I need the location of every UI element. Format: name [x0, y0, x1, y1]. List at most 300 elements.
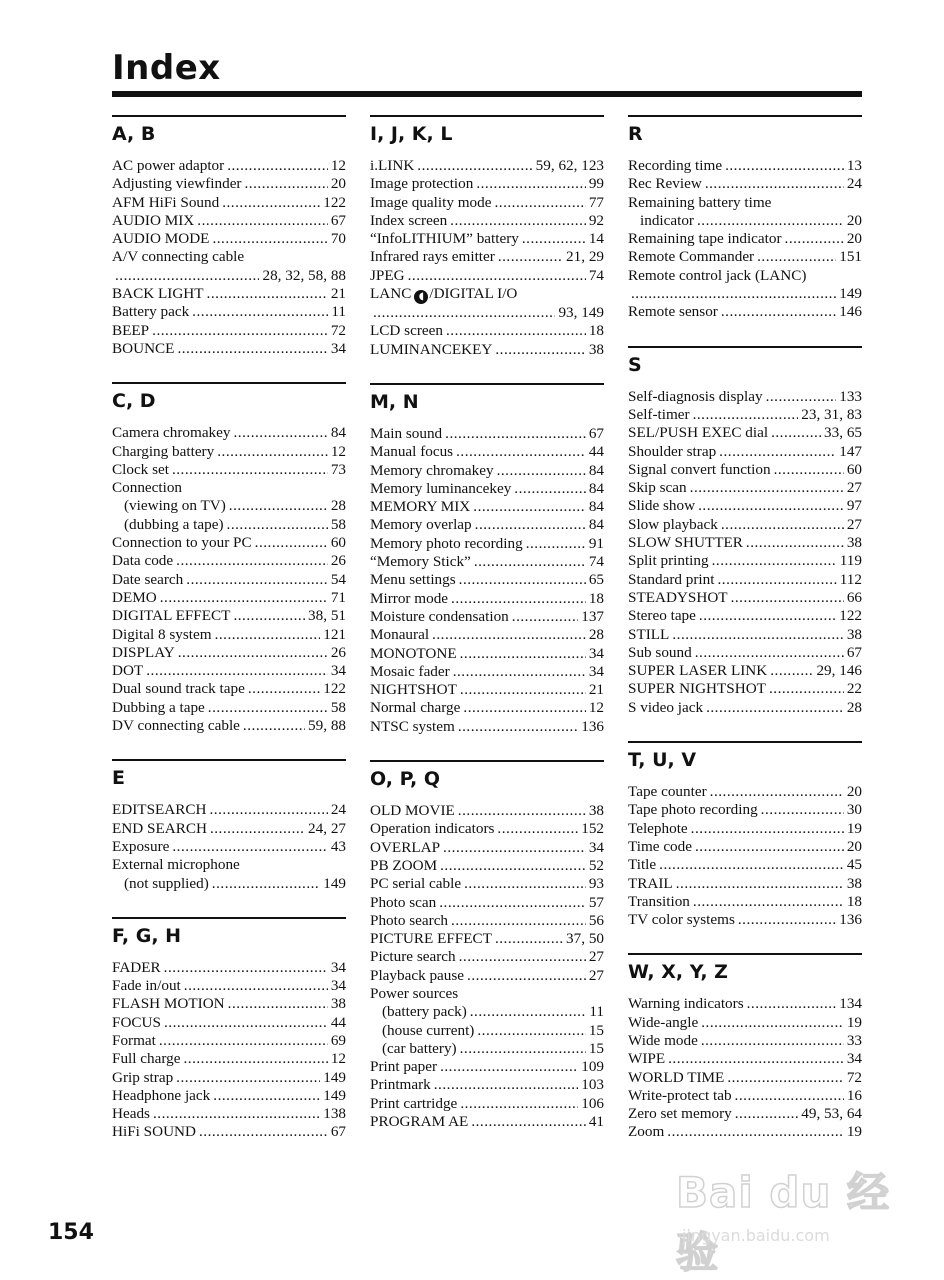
leader-dots [153, 1105, 320, 1123]
index-entry [370, 230, 604, 248]
index-section [628, 741, 862, 929]
leader-dots [721, 516, 844, 534]
entry-pages: 72 [330, 321, 346, 339]
entry-pages: 34 [330, 662, 346, 680]
leader-dots [699, 607, 836, 625]
index-entry [370, 912, 604, 930]
leader-dots [467, 967, 586, 985]
entry-pages: 122 [839, 607, 862, 625]
entry-term: Charging battery [112, 442, 215, 460]
entry-pages: 44 [588, 443, 604, 461]
leader-dots [184, 977, 328, 995]
index-entry [370, 930, 604, 948]
index-subentry [112, 516, 346, 534]
leader-dots [199, 1123, 328, 1141]
index-entry [370, 820, 604, 838]
entry-term: FADER [112, 958, 161, 976]
entry-pages: 84 [330, 424, 346, 442]
index-entry [628, 1050, 862, 1068]
entry-term: Menu settings [370, 571, 456, 589]
index-entry [112, 479, 346, 497]
entry-pages: 44 [330, 1013, 346, 1031]
leader-dots [460, 1095, 578, 1113]
entry-pages: 103 [581, 1076, 604, 1094]
entry-pages: 27 [846, 515, 862, 533]
entry-pages: 27 [588, 966, 604, 984]
section-heading: S [628, 353, 642, 376]
entry-pages: 12 [330, 157, 346, 174]
entry-pages: 28 [588, 626, 604, 644]
index-entry [628, 424, 862, 442]
entry-term: Format [112, 1031, 156, 1049]
leader-dots [476, 175, 585, 193]
leader-dots [526, 535, 586, 553]
index-entry [112, 212, 346, 230]
leader-dots [761, 801, 844, 819]
leader-dots [721, 303, 836, 321]
entry-pages: 20 [846, 783, 862, 801]
entry-term: Remote sensor [628, 303, 718, 321]
leader-dots [445, 425, 586, 443]
index-entry [112, 838, 346, 856]
entry-pages: 34 [846, 1050, 862, 1068]
index-entry [370, 480, 604, 498]
entry-term: Printmark [370, 1076, 431, 1094]
index-entry [370, 875, 604, 893]
entry-term: TRAIL [628, 874, 673, 892]
section-rule [628, 346, 862, 348]
section-heading: W, X, Y, Z [628, 961, 728, 984]
leader-dots [434, 1076, 578, 1094]
index-entry [370, 462, 604, 480]
entry-pages: 59, 88 [308, 717, 346, 735]
entry-term: Remaining battery time [628, 193, 772, 211]
entry-term: Zoom [628, 1123, 665, 1141]
entry-term: S video jack [628, 698, 704, 716]
leader-dots [697, 212, 844, 230]
entry-term: Playback pause [370, 966, 465, 984]
index-entry [370, 839, 604, 857]
leader-dots [473, 498, 586, 516]
index-entry [112, 340, 346, 358]
entry-pages: 149 [323, 874, 346, 892]
entry-term: BOUNCE [112, 339, 175, 357]
index-entry [370, 1095, 604, 1113]
leader-dots [245, 175, 328, 193]
entry-term: STILL [628, 625, 670, 643]
entry-term: FOCUS [112, 1013, 161, 1031]
leader-dots [228, 995, 328, 1013]
entry-term: Slow playback [628, 515, 718, 533]
index-column-3 [628, 115, 862, 1166]
entry-pages: 66 [846, 588, 862, 606]
entry-term: Skip scan [628, 479, 687, 497]
entry-pages: 29, 146 [816, 662, 862, 680]
leader-dots [460, 681, 586, 699]
index-entry [628, 856, 862, 874]
index-entry [112, 662, 346, 680]
section-rule [628, 741, 862, 743]
index-entry [370, 663, 604, 681]
entry-term: Telephote [628, 819, 688, 837]
section-heading: R [628, 123, 643, 145]
entry-term: Date search [112, 570, 184, 588]
index-entry [112, 959, 346, 977]
watermark-url: jingyan.baidu.com [682, 1226, 830, 1245]
entry-term: DOT [112, 662, 144, 680]
entry-pages: 122 [323, 680, 346, 698]
entry-term: END SEARCH [112, 819, 207, 837]
leader-dots [164, 1014, 328, 1032]
entry-term: PC serial cable [370, 875, 462, 893]
entry-term: MEMORY MIX [370, 498, 471, 516]
leader-dots [690, 479, 844, 497]
entry-term: Sub sound [628, 643, 692, 661]
leader-dots [747, 995, 837, 1013]
entry-term: OLD MOVIE [370, 802, 455, 820]
entry-term-suffix: /DIGITAL I/O [429, 285, 518, 303]
entry-term-text: LANC [370, 285, 412, 303]
entry-term: Wide mode [628, 1031, 698, 1049]
entry-pages: 41 [588, 1113, 604, 1131]
index-entry [112, 607, 346, 625]
index-entry [112, 644, 346, 662]
index-entry [112, 1069, 346, 1087]
entry-term: Connection [112, 479, 183, 497]
entry-term: Wide-angle [628, 1013, 699, 1031]
leader-dots [408, 267, 586, 285]
section-rule [628, 953, 862, 955]
index-entry [112, 175, 346, 193]
entry-term: Exposure [112, 837, 170, 855]
leader-dots [152, 322, 328, 340]
entry-pages: 45 [846, 856, 862, 874]
index-entry [628, 157, 862, 175]
index-entry [628, 303, 862, 321]
leader-dots [705, 175, 844, 193]
entry-pages: 22 [846, 680, 862, 698]
leader-dots [443, 839, 586, 857]
entry-pages: 34 [588, 838, 604, 856]
leader-dots [727, 1069, 843, 1087]
index-entry [370, 175, 604, 193]
entry-pages: 20 [330, 175, 346, 193]
index-entry [112, 285, 346, 303]
leader-dots [695, 838, 844, 856]
leader-dots [514, 480, 586, 498]
entry-term: i.LINK [370, 157, 415, 174]
entry-pages: 67 [846, 643, 862, 661]
leader-dots [731, 589, 844, 607]
section-rule [112, 917, 346, 919]
index-entry [112, 443, 346, 461]
leader-dots [460, 1040, 586, 1058]
entry-pages: 138 [323, 1105, 346, 1123]
leader-dots [495, 341, 585, 359]
entry-term: Index screen [370, 211, 448, 229]
entry-pages: 119 [839, 552, 862, 570]
index-section [628, 953, 862, 1141]
entry-pages: 27 [846, 479, 862, 497]
index-entry [628, 644, 862, 662]
entry-pages: 149 [839, 285, 862, 303]
entry-term: indicator [640, 211, 694, 229]
index-entry [370, 857, 604, 875]
entry-pages: 69 [330, 1031, 346, 1049]
entry-term: Grip strap [112, 1068, 174, 1086]
leader-dots [233, 607, 305, 625]
index-entry [112, 534, 346, 552]
entry-pages: 15 [588, 1039, 604, 1057]
entry-term: Print paper [370, 1058, 438, 1076]
section-heading: T, U, V [628, 749, 697, 772]
leader-dots [766, 388, 837, 406]
leader-dots [475, 516, 586, 534]
entry-pages: 28 [846, 698, 862, 716]
entry-term: Full charge [112, 1050, 181, 1068]
index-section [370, 115, 604, 359]
entry-term: PROGRAM AE [370, 1113, 469, 1131]
index-entry [370, 1058, 604, 1076]
index-entry [370, 967, 604, 985]
entry-term: Memory chromakey [370, 461, 494, 479]
index-entry [112, 977, 346, 995]
lanc-jack-icon: ◖ [414, 290, 428, 304]
leader-dots [474, 553, 586, 571]
index-entry [112, 820, 346, 838]
entry-pages: 21 [588, 681, 604, 699]
leader-dots [471, 1113, 585, 1131]
entry-pages: 14 [588, 230, 604, 248]
entry-pages: 84 [588, 516, 604, 534]
index-entry [112, 1050, 346, 1068]
index-section [112, 759, 346, 892]
watermark-logo: Bai du 经验 [676, 1168, 890, 1277]
entry-term: A/V connecting cable [112, 248, 245, 266]
section-rule [628, 115, 862, 117]
index-entry [628, 516, 862, 534]
leader-dots [470, 1003, 587, 1021]
entry-term: Standard print [628, 570, 715, 588]
entry-pages: 20 [846, 211, 862, 229]
entry-term: Photo scan [370, 893, 437, 911]
entry-term: Title [628, 856, 657, 874]
index-entry [112, 248, 346, 266]
section-heading: M, N [370, 390, 419, 413]
entry-term: Self-timer [628, 405, 690, 423]
section-rule [112, 382, 346, 384]
index-entry [628, 911, 862, 929]
leader-dots [197, 212, 328, 230]
entry-term: AC power adaptor [112, 157, 225, 174]
entry-term [370, 285, 517, 304]
index-entry [628, 1105, 862, 1123]
leader-dots [695, 644, 844, 662]
entry-pages: 92 [588, 211, 604, 229]
leader-dots [446, 322, 586, 340]
entry-term: Headphone jack [112, 1086, 211, 1104]
entry-term: HiFi SOUND [112, 1123, 196, 1141]
entry-term: OVERLAP [370, 838, 441, 856]
entry-pages: 93 [588, 875, 604, 893]
entry-term: Photo search [370, 911, 449, 929]
leader-dots [659, 856, 844, 874]
section-heading: C, D [112, 390, 156, 413]
entry-term: SUPER NIGHTSHOT [628, 680, 766, 698]
leader-dots [746, 534, 844, 552]
entry-pages: 38 [846, 874, 862, 892]
page-title: Index [112, 48, 221, 88]
index-entry [628, 571, 862, 589]
entry-pages: 54 [330, 570, 346, 588]
entry-term: Shoulder strap [628, 442, 717, 460]
index-entry [628, 589, 862, 607]
entry-pages: 99 [588, 175, 604, 193]
entry-term: DISPLAY [112, 643, 175, 661]
entry-pages: 23, 31, 83 [801, 405, 862, 423]
entry-pages: 26 [330, 643, 346, 661]
entry-pages: 15 [588, 1021, 604, 1039]
entry-pages: 34 [330, 339, 346, 357]
leader-dots [668, 1050, 844, 1068]
index-entry [628, 285, 862, 303]
index-subentry [370, 1022, 604, 1040]
entry-term: Power sources [370, 984, 459, 1002]
entry-pages: 37, 50 [566, 930, 604, 948]
leader-dots [738, 911, 836, 929]
entry-pages: 20 [846, 230, 862, 248]
section-rule [112, 759, 346, 761]
leader-dots [693, 893, 844, 911]
entry-pages: 67 [588, 424, 604, 442]
entry-term: Heads [112, 1105, 150, 1123]
leader-dots [676, 875, 844, 893]
leader-dots [735, 1105, 799, 1123]
index-column-2 [370, 115, 604, 1155]
leader-dots [176, 1069, 320, 1087]
entry-term: Remaining tape indicator [628, 230, 782, 248]
entry-pages: 67 [330, 211, 346, 229]
entry-pages: 27 [588, 948, 604, 966]
entry-term: Monaural [370, 626, 430, 644]
index-entry [628, 230, 862, 248]
index-entry [112, 1087, 346, 1105]
entry-pages: 34 [588, 644, 604, 662]
leader-dots [453, 663, 586, 681]
entry-term: Zero set memory [628, 1105, 732, 1123]
entry-term: FLASH MOTION [112, 995, 225, 1013]
entry-pages: 59, 62, 123 [535, 157, 604, 174]
leader-dots [459, 948, 586, 966]
index-entry [370, 194, 604, 212]
index-subentry [370, 1040, 604, 1058]
leader-dots [460, 645, 586, 663]
entry-term: Memory photo recording [370, 534, 523, 552]
entry-term: BACK LIGHT [112, 285, 204, 303]
entry-pages: 38 [588, 802, 604, 820]
entry-pages: 34 [330, 977, 346, 995]
entry-pages: 84 [588, 461, 604, 479]
section-heading: O, P, Q [370, 768, 440, 791]
entry-pages: 18 [588, 589, 604, 607]
index-column-1 [112, 115, 346, 1166]
index-entry [370, 1076, 604, 1094]
leader-dots [477, 1022, 585, 1040]
index-entry [112, 589, 346, 607]
index-entry [628, 443, 862, 461]
index-entry [370, 590, 604, 608]
entry-term: TV color systems [628, 911, 735, 929]
index-entry [628, 534, 862, 552]
index-entry [628, 875, 862, 893]
title-rule [112, 91, 862, 97]
entry-pages: 134 [839, 995, 862, 1013]
entry-pages: 18 [846, 892, 862, 910]
leader-dots [176, 552, 328, 570]
entry-pages: 146 [839, 303, 862, 321]
index-entry [628, 497, 862, 515]
entry-term: (house current) [382, 1021, 475, 1039]
entry-pages: 13 [846, 157, 862, 174]
leader-dots [459, 571, 586, 589]
entry-pages: 58 [330, 515, 346, 533]
leader-dots [439, 894, 586, 912]
leader-dots [183, 1050, 327, 1068]
index-entry [112, 424, 346, 442]
entry-pages: 137 [581, 607, 604, 625]
leader-dots [706, 699, 844, 717]
entry-term: Main sound [370, 424, 443, 442]
entry-term: MONOTONE [370, 644, 457, 662]
leader-dots [212, 230, 327, 248]
entry-pages: 16 [846, 1086, 862, 1104]
entry-term: Transition [628, 892, 690, 910]
index-entry [628, 1087, 862, 1105]
index-entry [628, 1123, 862, 1141]
index-entry [628, 607, 862, 625]
section-heading: I, J, K, L [370, 123, 453, 145]
entry-term: External microphone [112, 856, 240, 874]
entry-term: (not supplied) [124, 874, 209, 892]
entry-term: LCD screen [370, 322, 443, 340]
index-entry [112, 1105, 346, 1123]
index-entry [370, 267, 604, 285]
leader-dots [497, 462, 586, 480]
leader-dots [248, 680, 320, 698]
leader-dots [498, 248, 563, 266]
leader-dots [115, 267, 259, 285]
index-entry [370, 443, 604, 461]
leader-dots [512, 608, 578, 626]
leader-dots [735, 1087, 844, 1105]
entry-pages: 97 [846, 497, 862, 515]
index-entry [112, 571, 346, 589]
leader-dots [451, 912, 586, 930]
entry-pages: 33, 65 [824, 424, 862, 442]
leader-dots [497, 820, 578, 838]
entry-pages: 152 [581, 820, 604, 838]
entry-pages: 136 [839, 911, 862, 929]
leader-dots [222, 194, 320, 212]
page-number: 154 [48, 1220, 94, 1245]
leader-dots [210, 820, 305, 838]
entry-pages: 18 [588, 322, 604, 340]
leader-dots [770, 662, 813, 680]
entry-term: Remote Commander [628, 248, 755, 266]
index-entry [370, 681, 604, 699]
index-entry [628, 662, 862, 680]
entry-term: Slide show [628, 497, 696, 515]
